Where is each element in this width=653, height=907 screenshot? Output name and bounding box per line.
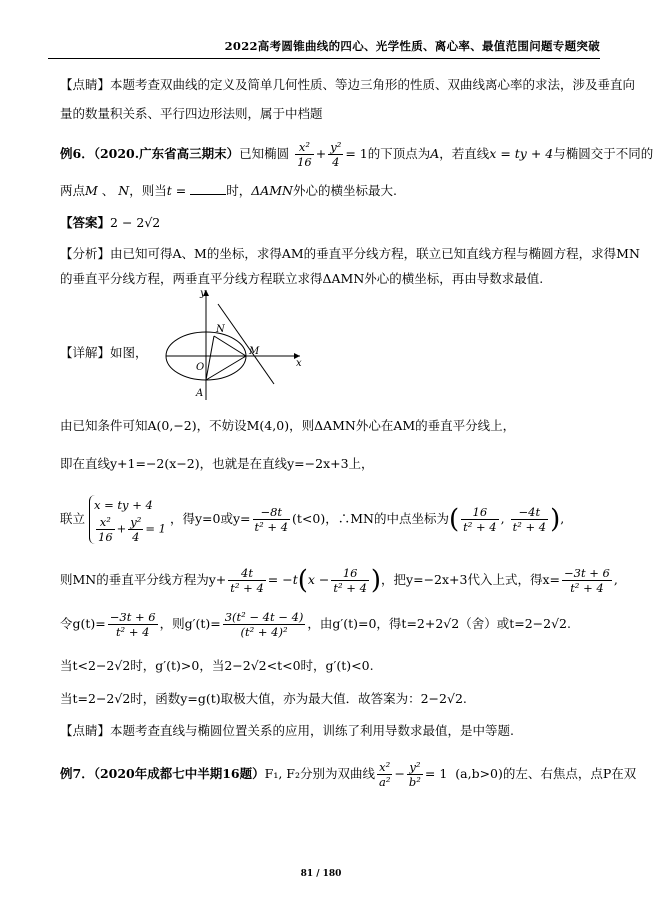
solution-s3-cond: (t<0)，∴MN的中点坐标为 — [292, 511, 449, 526]
fig-label-O: O — [196, 362, 205, 373]
example6-text2: 的下顶点为 — [367, 146, 431, 161]
example6-line2-b: ，则当 — [129, 183, 167, 198]
solution-s3-pre: 联立 — [60, 511, 86, 526]
example7-line1: 例7．（2020年成都七中半期16题）F₁, F₂分别为双曲线 $\frac{\text{x²}}{\text{a²}}$ − $\frac{\text{y²}}{\text{b²}}$ = 1 (a,b>0)的左、右焦点，点P在双 — [60, 760, 637, 789]
analysis-line1: 【分析】由已知可得A、M的坐标，求得AM的垂直平分线方程，联立已知直线方程与椭圆方程，求得MN — [60, 246, 640, 261]
solution-s5-mid: ，则g′(t)= — [159, 616, 221, 631]
solution-line5: 令g(t)= $\frac{-3t + 6}{\text{t² + 4}}$ ，则g′(t)= $\frac{\text{3(t² − 4t − 4)}}{\text{(t² + 4)²}}$ ，由g′(t)=0，得t=2+2√2（舍）或t=2−2√2. — [60, 610, 571, 639]
answer-blank — [190, 184, 226, 195]
fig-label-M: M — [249, 346, 260, 357]
example6-text1: 已知椭圆 — [239, 146, 290, 161]
answer-label: 【答案】 — [60, 215, 111, 230]
example6-label: 例6．（2020.广东省高三期末） — [60, 146, 240, 161]
ellipse-figure — [156, 284, 306, 402]
page-number: 81 / 180 — [300, 869, 342, 879]
example6-line1: 例6．（2020.广东省高三期末）已知椭圆 $\frac{\text{x²}}{16}$ + $\frac{\text{y²}}{4}$ = 1的下顶点为A，若直线x = ty + 4与椭圆交于不同的 — [60, 140, 653, 169]
solution-line6: 当t<2−2√2时，g′(t)>0，当2−2√2<t<0时，g′(t)<0. — [60, 658, 374, 673]
page-header: 2022高考圆锥曲线的四心、光学性质、离心率、最值范围问题专题突破 — [224, 39, 600, 53]
fig-label-A: A — [196, 388, 204, 399]
solution-s5-pre: 令g(t)= — [60, 616, 106, 631]
example6-line2-a: 两点 — [60, 183, 86, 198]
example7-text1: F₁, F₂分别为双曲线 — [264, 766, 375, 781]
solution-line4: 则MN的垂直平分线方程为y+ $\frac{4t}{\text{t² + 4}}$ = −t(x − $\frac{16}{\text{t² + 4}}$ )，把y=−2x+3代入上式，得x= $\frac{-3t + 6}{\text{t² + 4}}$ , — [60, 565, 618, 596]
answer-value: 2 − 2√2 — [110, 215, 161, 230]
solution-line1: 由已知条件可知A(0,−2)，不妨设M(4,0)，则ΔAMN外心在AM的垂直平分线上， — [60, 418, 516, 433]
example6-line2-d: 外心的横坐标最大. — [293, 183, 397, 198]
answer-line — [60, 215, 160, 231]
solution-s3-mid: ，得y=0或y= — [169, 511, 251, 526]
fig-label-N: N — [216, 324, 225, 335]
example6-line2: 两点M 、 N，则当t = 时，ΔAMN外心的横坐标最大. — [60, 183, 397, 198]
header-rule — [48, 58, 600, 59]
top-comment-line2: 量的数量积关系、平行四边形法则，属于中档题 — [60, 106, 323, 121]
solution-s4-mid: ，把y=−2x+3代入上式，得x= — [381, 572, 561, 587]
solution-line3: 联立 x = ty + 4 $\frac{\text{x²}}{16}$ + $\frac{\text{y²}}{4}$ = 1 ，得y=0或y= $\frac{-8t}{\text{t² + 4}}$ (t<0)，∴MN的中点坐标为( $\frac{16}{\text{t² + 4}}$ , $\frac{-4t}{\text{t² + 4}}$ ), — [60, 495, 564, 544]
top-comment-line1: 【点睛】本题考查双曲线的定义及简单几何性质、等边三角形的性质、双曲线离心率的求法，涉及垂直向 — [60, 77, 636, 92]
example6-text3: ，若直线 — [439, 146, 490, 161]
solution-line7: 当t=2−2√2时，函数y=g(t)取极大值，亦为最大值．故答案为：2−2√2. — [60, 691, 467, 706]
fig-label-x: x — [296, 358, 302, 369]
detail-label: 【详解】如图， — [60, 345, 148, 360]
equation-system: x = ty + 4 $\frac{\text{x²}}{16}$ + $\frac{\text{y²}}{4}$ = 1 — [89, 495, 166, 544]
example6-text4: 与椭圆交于不同的 — [553, 146, 653, 161]
solution-s4-pre: 则MN的垂直平分线方程为y+ — [60, 572, 227, 587]
fig-label-y: y — [200, 288, 206, 299]
analysis-line2: 的垂直平分线方程，两垂直平分线方程联立求得ΔAMN外心的横坐标，再由导数求最值. — [60, 271, 544, 286]
example6-line2-c: 时， — [226, 183, 252, 198]
solution-line2: 即在直线y+1=−2(x−2)，也就是在直线y=−2x+3上， — [60, 456, 374, 471]
bottom-comment: 【点睛】本题考查直线与椭圆位置关系的应用，训练了利用导数求最值，是中等题. — [60, 723, 514, 738]
solution-s5-post: ，由g′(t)=0，得t=2+2√2（舍）或t=2−2√2. — [307, 616, 571, 631]
example7-text2: (a,b>0)的左、右焦点，点P在双 — [455, 766, 637, 781]
example7-label: 例7．（2020年成都七中半期16题） — [60, 766, 265, 781]
